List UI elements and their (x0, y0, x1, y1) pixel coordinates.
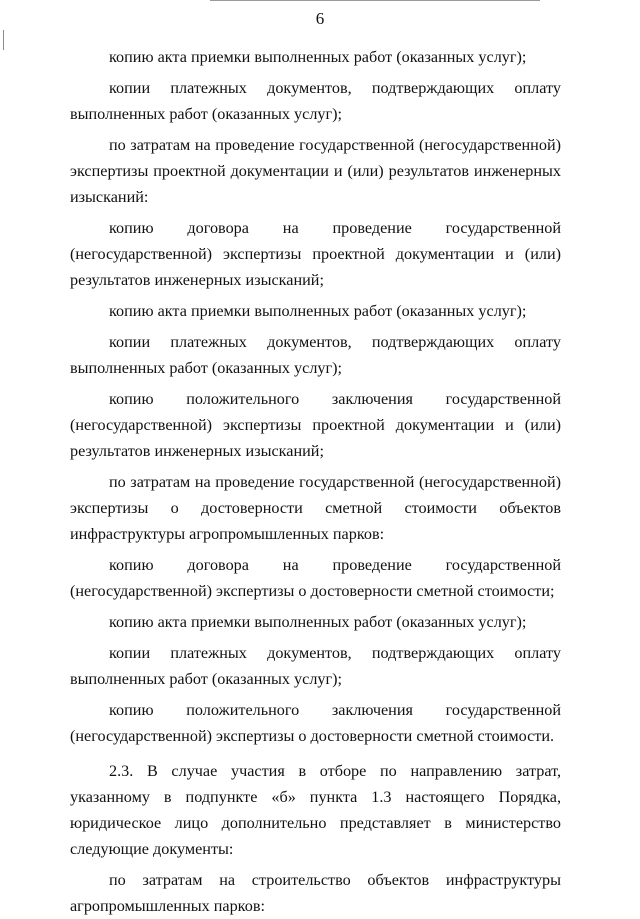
paragraph-14: по затратам на строительство объектов инфраструктуры агропромышленных парков: (70, 871, 561, 915)
paragraph-9: копию договора на проведение государственной (негосударственной) экспертизы о достоверности сметной стоимости; (70, 556, 561, 600)
paragraph-11: копии платежных документов, подтверждающих оплату выполненных работ (оказанных услуг); (70, 644, 561, 688)
page-number: 6 (315, 9, 325, 28)
paragraph-1: копию акта приемки выполненных работ (оказанных услуг); (109, 48, 527, 66)
paragraph-3: по затратам на проведение государственной (негосударственной) экспертизы проектной документации и (или) результатов инженерных изысканий: (70, 136, 561, 206)
paragraph-8: по затратам на проведение государственной (негосударственной) экспертизы о достоверности сметной стоимости объектов инфраструктуры агропромышленных парков: (70, 473, 561, 543)
paragraph-6: копии платежных документов, подтверждающих оплату выполненных работ (оказанных услуг); (70, 333, 561, 377)
paragraph-2: копии платежных документов, подтверждающих оплату выполненных работ (оказанных услуг); (70, 79, 561, 123)
paragraph-4: копию договора на проведение государственной (негосударственной) экспертизы проектной документации и (или) результатов инженерных изысканий; (70, 219, 561, 289)
paragraph-10: копию акта приемки выполненных работ (оказанных услуг); (109, 613, 527, 631)
document-body (70, 44, 561, 919)
paragraph-7: копию положительного заключения государственной (негосударственной) экспертизы проектной документации и (или) результатов инженерных изысканий; (70, 390, 561, 460)
paragraph-5: копию акта приемки выполненных работ (оказанных услуг); (109, 302, 527, 320)
scan-edge-top (210, 0, 540, 1)
paragraph-13: 2.3. В случае участия в отборе по направлению затрат, указанному в подпункте «б» пункта 1.3 настоящего Порядка, юридическое лицо дополнительно представляет в министерство следующие документы: (70, 762, 561, 858)
scan-edge-left (3, 30, 4, 50)
paragraph-12: копию положительного заключения государственной (негосударственной) экспертизы о достоверности сметной стоимости. (70, 701, 561, 745)
